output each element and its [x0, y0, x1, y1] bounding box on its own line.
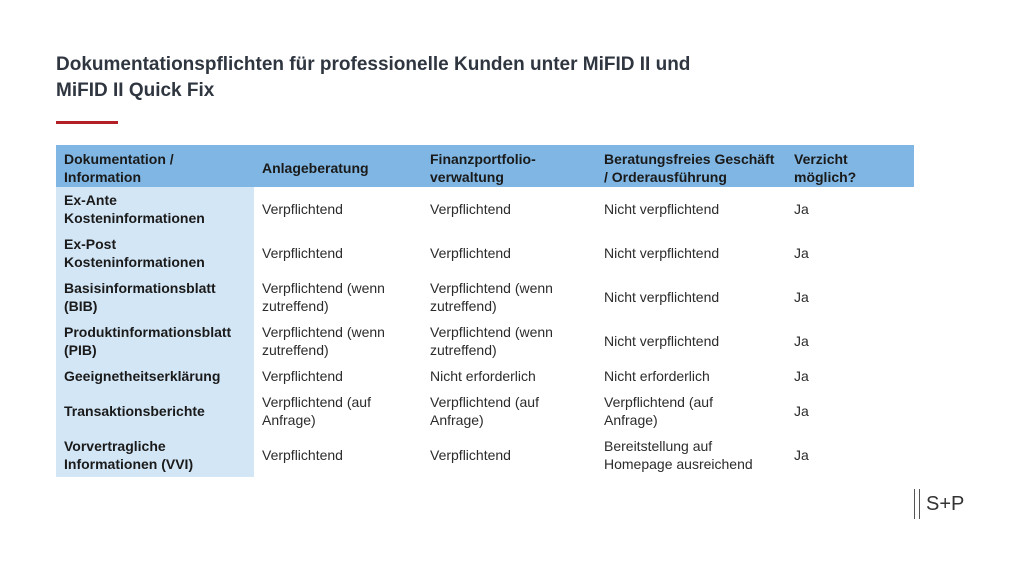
table-row — [56, 187, 914, 231]
header-anlageberatung: Anlageberatung — [254, 145, 422, 187]
table-row — [56, 319, 914, 363]
header-documentation: Dokumentation / Information — [56, 145, 254, 187]
cell-finanzportfolioverwaltung: Verpflichtend — [430, 245, 511, 261]
cell-verzicht: Ja — [794, 289, 809, 305]
row-label: Vorvertragliche Informationen (VVI) — [56, 433, 254, 477]
cell-orderausfuehrung: Nicht verpflichtend — [604, 289, 720, 305]
cell-verzicht: Ja — [794, 447, 809, 463]
cell-orderausfuehrung: Nicht erforderlich — [604, 368, 710, 384]
slide-title — [56, 52, 756, 104]
cell-verzicht: Ja — [794, 403, 809, 419]
cell-verzicht: Ja — [794, 201, 809, 217]
title-accent-rule — [56, 121, 118, 124]
cell-anlageberatung: Verpflichtend — [262, 245, 343, 261]
table-row — [56, 231, 914, 275]
documentation-table — [56, 145, 914, 477]
cell-anlageberatung: Verpflichtend (wenn zutreffend) — [262, 280, 385, 314]
cell-verzicht: Ja — [794, 333, 809, 349]
cell-orderausfuehrung: Bereitstellung auf Homepage ausreichend — [604, 438, 753, 472]
cell-finanzportfolioverwaltung: Verpflichtend (auf Anfrage) — [430, 394, 539, 428]
cell-verzicht: Ja — [794, 368, 809, 384]
cell-orderausfuehrung: Nicht verpflichtend — [604, 201, 720, 217]
row-label: Basisinformationsblatt (BIB) — [56, 275, 254, 319]
cell-anlageberatung: Verpflichtend — [262, 447, 343, 463]
slide-title-line2: MiFID II Quick Fix — [56, 80, 215, 101]
row-label: Produktinformationsblatt (PIB) — [56, 319, 254, 363]
row-label: Ex-Post Kosteninformationen — [56, 231, 254, 275]
table-row — [56, 363, 914, 389]
cell-anlageberatung: Verpflichtend — [262, 368, 343, 384]
logo-text: S+P — [926, 492, 965, 515]
cell-orderausfuehrung: Nicht verpflichtend — [604, 245, 720, 261]
cell-finanzportfolioverwaltung: Verpflichtend — [430, 447, 511, 463]
cell-finanzportfolioverwaltung: Verpflichtend (wenn zutreffend) — [430, 324, 553, 358]
cell-finanzportfolioverwaltung: Verpflichtend — [430, 201, 511, 217]
slide-title-line1: Dokumentationspflichten für professionelle Kunden unter MiFID II und — [56, 54, 691, 75]
cell-orderausfuehrung: Nicht verpflichtend — [604, 333, 720, 349]
table-row — [56, 389, 914, 433]
cell-anlageberatung: Verpflichtend — [262, 201, 343, 217]
cell-orderausfuehrung: Verpflichtend (auf Anfrage) — [604, 394, 713, 428]
company-logo — [914, 489, 964, 519]
row-label: Transaktionsberichte — [56, 389, 254, 433]
logo-bars-icon — [914, 489, 920, 519]
cell-finanzportfolioverwaltung: Verpflichtend (wenn zutreffend) — [430, 280, 553, 314]
cell-finanzportfolioverwaltung: Nicht erforderlich — [430, 368, 536, 384]
row-label: Ex-Ante Kosteninformationen — [56, 187, 254, 231]
table-row — [56, 275, 914, 319]
cell-anlageberatung: Verpflichtend (auf Anfrage) — [262, 394, 371, 428]
table-header-row — [56, 145, 914, 187]
header-finanzportfolioverwaltung: Finanzportfolio- verwaltung — [422, 145, 596, 187]
header-verzicht: Verzicht möglich? — [786, 145, 914, 187]
header-beratungsfreies-geschaeft: Beratungsfreies Geschäft / Orderausführung — [596, 145, 786, 187]
cell-verzicht: Ja — [794, 245, 809, 261]
table-row — [56, 433, 914, 477]
cell-anlageberatung: Verpflichtend (wenn zutreffend) — [262, 324, 385, 358]
row-label: Geeignetheitserklärung — [56, 363, 254, 389]
